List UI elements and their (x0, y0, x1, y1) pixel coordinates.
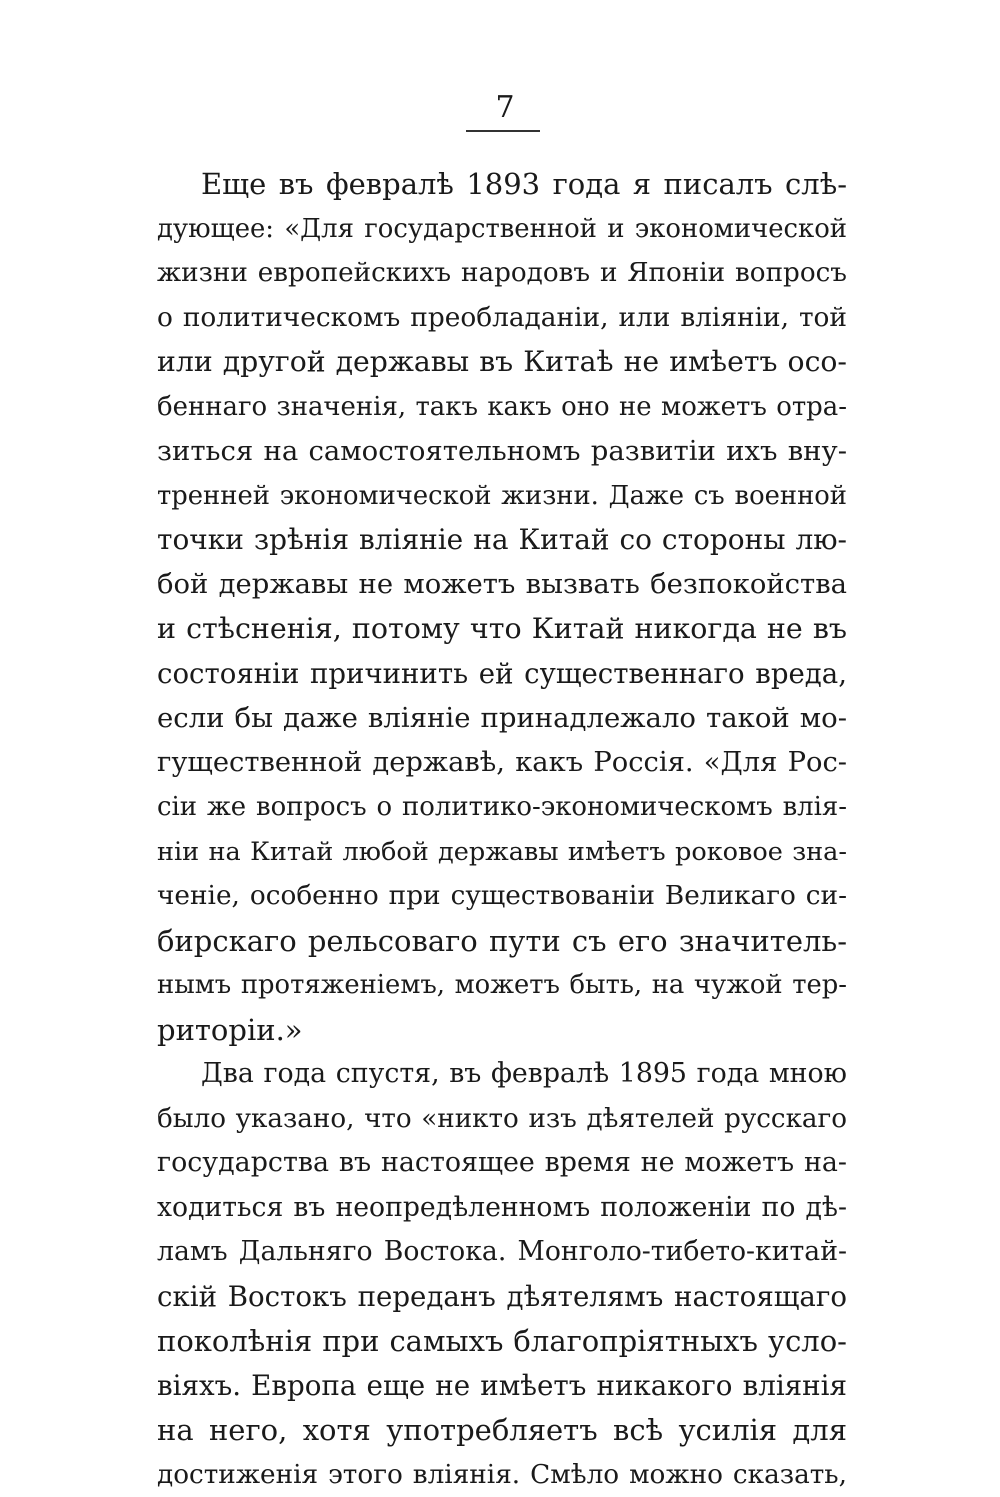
text-line: беннаго значенія, такъ какъ оно не можетъ отра- (157, 385, 847, 430)
text-line: дующее: «Для государственной и экономической (157, 207, 847, 252)
text-line: или другой державы въ Китаѣ не имѣетъ осо- (157, 340, 847, 385)
text-line: жизни европейскихъ народовъ и Японіи вопросъ (157, 251, 847, 296)
text-line: Два года спустя, въ февралѣ 1895 года мною (157, 1052, 847, 1097)
text-line: поколѣнія при самыхъ благопріятныхъ усло- (157, 1319, 847, 1364)
text-line: точки зрѣнія вліяніе на Китай со стороны лю- (157, 518, 847, 563)
text-line: о политическомъ преобладаніи, или вліяніи, той (157, 296, 847, 341)
text-line: тренней экономической жизни. Даже съ военной (157, 474, 847, 519)
paragraph-1 (157, 162, 847, 1052)
text-line: зиться на самостоятельномъ развитіи ихъ вну- (157, 429, 847, 474)
text-line: скій Востокъ переданъ дѣятелямъ настоящаго (157, 1275, 847, 1320)
text-line: бой державы не можетъ вызвать безпокойства (157, 563, 847, 608)
text-line: гущественной державѣ, какъ Россія. «Для Рос- (157, 741, 847, 786)
text-line: нымъ протяженіемъ, можетъ быть, на чужой тер- (157, 963, 847, 1008)
text-line: риторіи.» (157, 1008, 847, 1053)
text-line: государства въ настоящее время не можетъ на- (157, 1141, 847, 1186)
text-line: было указано, что «никто изъ дѣятелей русскаго (157, 1097, 847, 1142)
text-line: на него, хотя употребляетъ всѣ усилія для (157, 1408, 847, 1453)
text-line: достиженія этого вліянія. Смѣло можно сказать, (157, 1453, 847, 1497)
text-line: Еще въ февралѣ 1893 года я писалъ слѣ- (157, 162, 847, 207)
text-line: ченіе, особенно при существованіи Великаго си- (157, 874, 847, 919)
page-number-rule (466, 130, 540, 132)
text-line: состояніи причинить ей существеннаго вреда, (157, 652, 847, 697)
text-line: віяхъ. Европа еще не имѣетъ никакого вліянія (157, 1364, 847, 1409)
text-line: бирскаго рельсоваго пути съ его значитель- (157, 919, 847, 964)
text-line: если бы даже вліяніе принадлежало такой мо- (157, 696, 847, 741)
text-line: и стѣсненія, потому что Китай никогда не въ (157, 607, 847, 652)
text-line: ніи на Китай любой державы имѣетъ роковое зна- (157, 830, 847, 875)
page-number: 7 (470, 90, 540, 126)
body-text (157, 162, 847, 1497)
text-line: ходиться въ неопредѣленномъ положеніи по дѣ- (157, 1186, 847, 1231)
paragraph-2 (157, 1052, 847, 1497)
text-line: сіи же вопросъ о политико-экономическомъ влія- (157, 785, 847, 830)
text-line: ламъ Дальняго Востока. Монголо-тибето-китай- (157, 1230, 847, 1275)
